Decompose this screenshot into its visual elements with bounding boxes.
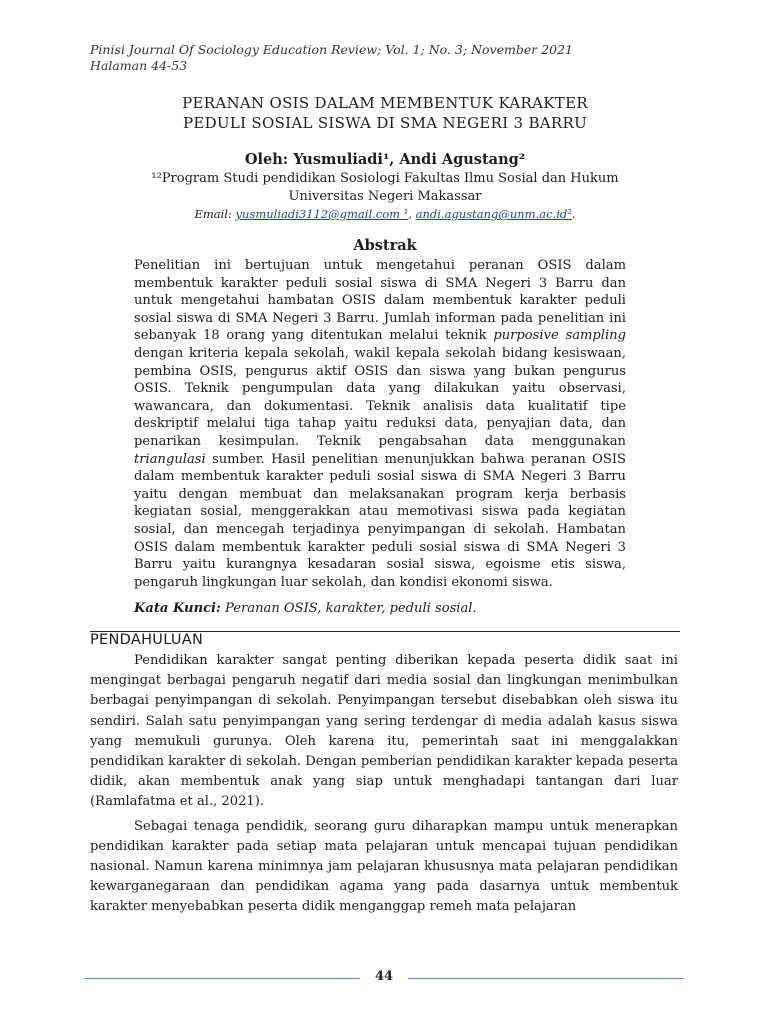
page-range: Halaman 44-53 xyxy=(90,58,188,73)
affiliation-line-2: Universitas Negeri Makassar xyxy=(288,189,482,204)
abstract-paragraph xyxy=(134,257,626,591)
footer-rule-right xyxy=(408,978,684,979)
footer-rule-left xyxy=(84,978,360,979)
abstract-text-1: Penelitian ini bertujuan untuk mengetahui peranan OSIS dalam membentuk karakter peduli sosial siswa di SMA Negeri 3 Barru dan untuk mengetahui hambatan OSIS dalam membentuk karakter peduli sosial siswa di SMA Negeri 3 Barru. Jumlah informan pada penelitian ini sebanyak 18 orang yang ditentukan melalui teknik xyxy=(134,258,626,344)
abstract-italic-2: triangulasi xyxy=(134,451,206,467)
email-link-2[interactable]: andi.agustang@unm.ac.id² xyxy=(415,207,572,221)
keywords-list: Peranan OSIS, karakter, peduli sosial. xyxy=(220,601,477,616)
section-heading: PENDAHULUAN xyxy=(90,632,204,648)
keywords xyxy=(134,600,626,618)
abstract-text-2: dengan kriteria kepala sekolah, wakil kepala sekolah bidang kesiswaan, pembina OSIS, pengurus aktif OSIS dan siswa yang bukan pengurus OSIS. Teknik pengumpulan data yang dilakukan yaitu observasi, wawancara, dan dokumentasi. Teknik analisis data kualitatif tipe deskriptif melalui tiga tahap yaitu reduksi data, penyajian data, dan penarikan kesimpulan. Teknik pengabsahan data menggunakan xyxy=(134,345,626,449)
journal-citation: Pinisi Journal Of Sociology Education Review; Vol. 1; No. 3; November 2021 xyxy=(90,42,574,57)
author-prefix: Oleh xyxy=(244,151,283,168)
email-line: Email: yusmuliadi3112@gmail.com ¹, andi.agustang@unm.ac.id². xyxy=(194,207,576,221)
author-line: Oleh: Yusmuliadi¹, Andi Agustang² xyxy=(244,151,526,168)
abstract-text-3: sumber. Hasil penelitian menunjukkan bahwa peranan OSIS dalam membentuk karakter peduli sosial siswa di SMA Negeri 3 Barru yaitu dengan membuat dan melaksanakan program kerja berbasis kegiatan sosial, menggerakkan atau memotivasi siswa pada kegiatan sosial, dan mencegah terjadinya penyimpangan di sekolah. Hambatan OSIS dalam membentuk karakter peduli sosial siswa di SMA Negeri 3 Barru yaitu kurangnya kesadaran sosial siswa, egoisme etis siswa, pengaruh lingkungan luar sekolah, dan kondisi ekonomi siswa. xyxy=(134,451,626,590)
affiliation-line-1: ¹²Program Studi pendidikan Sosiologi Fakultas Ilmu Sosial dan Hukum xyxy=(151,171,619,186)
title-line-2: PEDULI SOSIAL SISWA DI SMA NEGERI 3 BARRU xyxy=(182,114,588,132)
email-link-1[interactable]: yusmuliadi3112@gmail.com ¹ xyxy=(235,207,409,221)
page-number: 44 xyxy=(374,969,394,984)
body-paragraph-1: Pendidikan karakter sangat penting diberikan kepada peserta didik saat ini mengingat berbagai pengaruh negatif dari media sosial dan lingkungan menimbulkan berbagai penyimpangan di sekolah. Penyimpangan tersebut disebabkan oleh siswa itu sendiri. Salah satu penyimpangan yang sering terdengar di media adalah kasus siswa yang memukuli gurunya. Oleh karena itu, pemerintah saat ini menggalakkan pendidikan karakter di sekolah. Dengan pemberian pendidikan karakter kepada peserta didik, akan membentuk anak yang siap untuk menghadapi tantangan dari luar (Ramlafatma et al., 2021). xyxy=(90,653,678,810)
keywords-label: Kata Kunci: xyxy=(134,601,221,616)
affiliation xyxy=(90,170,680,206)
body-paragraph-2: Sebagai tenaga pendidik, seorang guru diharapkan mampu untuk menerapkan pendidikan karakter pada setiap mata pelajaran untuk mencapai tujuan pendidikan nasional. Namun karena minimnya jam pelajaran khususnya mata pelajaran pendidikan kewarganegaraan dan pendidikan agama yang pada dasarnya untuk membentuk karakter menyebabkan peserta didik menganggap remeh mata pelajaran xyxy=(90,818,678,915)
abstract-heading: Abstrak xyxy=(353,237,417,254)
running-header xyxy=(90,42,573,74)
author-names: Yusmuliadi¹, Andi Agustang² xyxy=(293,151,526,168)
body-text xyxy=(90,651,678,922)
title-line-1: PERANAN OSIS DALAM MEMBENTUK KARAKTER xyxy=(182,94,588,112)
abstract-italic-1: purposive sampling xyxy=(493,328,626,344)
email-label: Email: xyxy=(194,207,232,221)
abstract-body xyxy=(134,257,626,591)
paper-title xyxy=(90,93,680,133)
